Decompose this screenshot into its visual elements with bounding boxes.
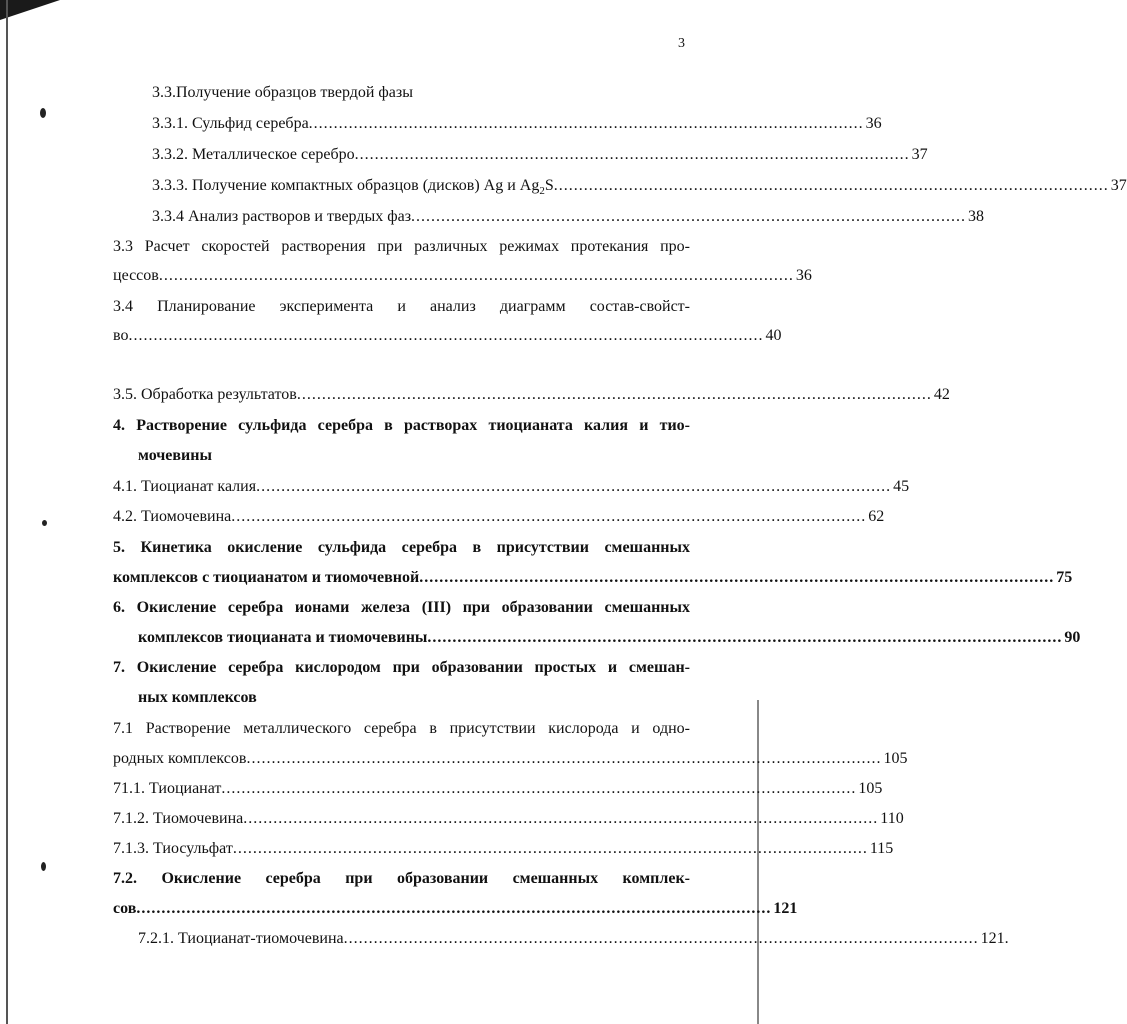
toc-entry-title: комплексов с тиоцианатом и тиомочевной (113, 569, 420, 586)
toc-page-number: 121. (980, 930, 1009, 947)
toc-entry-line: 7.2. Окисление серебра при образовании смешанных комплек- (113, 870, 690, 887)
toc-entry (113, 507, 885, 527)
toc-entry-line: 3.3 Расчет скоростей растворения при различных режимах протекания про- (113, 238, 690, 255)
toc-entry (138, 929, 1009, 949)
toc-entry-title: 4.1. Тиоцианат калия (113, 478, 257, 495)
toc-entry-title: 3.3.1. Сульфид серебра (152, 115, 309, 132)
toc-page-number: 36 (795, 267, 812, 284)
toc-entry-line: ных комплексов (138, 689, 257, 706)
toc-entry-line: 6. Окисление серебра ионами железа (III) при образовании смешанных (113, 599, 690, 616)
toc-leader: ............................................................................................................................... (231, 508, 867, 525)
toc-leader: ............................................................................................................................... (136, 900, 772, 917)
toc-entry-title: сов (113, 900, 137, 917)
toc-entry-title: 71.1. Тиоцианат (113, 780, 222, 797)
toc-entry-title: цессов (113, 267, 159, 284)
toc-leader: ............................................................................................................... (553, 177, 1109, 194)
toc-leader: ............................................................................................................................... (232, 840, 868, 857)
toc-entry-line: 7.1 Растворение металлического серебра в присутствии кислорода и одно- (113, 720, 690, 737)
toc-entry (152, 145, 928, 165)
toc-entry-title: 3.5. Обработка результатов (113, 386, 297, 403)
toc-entry (113, 477, 910, 497)
toc-page-number: 37 (911, 146, 928, 163)
toc-leader: ............................................................................................................... (308, 115, 864, 132)
toc-entry (152, 207, 985, 227)
toc-entry (152, 83, 687, 103)
toc-entry-line: мочевины (138, 447, 212, 464)
toc-page-number: 90 (1064, 629, 1081, 646)
toc-leader: ............................................................................................................................... (243, 810, 879, 827)
toc-entry (138, 628, 1081, 648)
toc-page-number: 42 (933, 386, 950, 403)
toc-leader: ............................................................................................................................... (128, 327, 764, 344)
toc-entry-title: 3.3.2. Металлическое серебро (152, 146, 355, 163)
toc-entry-line: 7. Окисление серебра кислородом при образовании простых и смешан- (113, 659, 690, 676)
toc-entry-title: комплексов тиоцианата и тиомочевины (138, 629, 428, 646)
toc-entry-title: 4.2. Тиомочевина (113, 508, 232, 525)
toc-entry (113, 779, 883, 799)
toc-entry-title: 7.1.2. Тиомочевина (113, 810, 244, 827)
toc-page-number: 105 (858, 780, 883, 797)
toc-leader: ............................................................................................................................... (158, 267, 794, 284)
toc-entry (113, 839, 894, 859)
toc-leader: ............................................................................................................................... (419, 569, 1055, 586)
toc-page-number: 121 (773, 900, 798, 917)
toc-entry-title: 3.3.Получение образцов твердой фазы (152, 84, 413, 101)
toc-page-number: 105 (883, 750, 908, 767)
toc-leader: ............................................................................................................... (411, 208, 967, 225)
toc-entry-title: 7.2.1. Тиоцианат-тиомочевина (138, 930, 344, 947)
toc-leader: ............................................................................................................................... (296, 386, 932, 403)
toc-page-number: 36 (865, 115, 882, 132)
toc-entry-title: во (113, 327, 129, 344)
toc-page-number: 115 (869, 840, 894, 857)
toc-entry (113, 809, 904, 829)
toc-entry (113, 385, 950, 405)
toc-entry-title: родных комплексов (113, 750, 247, 767)
page-number: 3 (678, 36, 685, 51)
toc-page-number: 37 (1110, 177, 1127, 194)
toc-entry (152, 114, 882, 134)
toc-entry (113, 326, 782, 346)
toc-entry (113, 568, 1073, 588)
toc-leader: ............................................................................................................... (354, 146, 910, 163)
toc-entry (113, 749, 908, 769)
toc-entry (113, 266, 812, 286)
toc-entry-title: 3.3.4 Анализ растворов и твердых фаз (152, 208, 412, 225)
toc-page-number: 38 (968, 208, 985, 225)
toc-leader: ............................................................................................................................... (256, 478, 892, 495)
toc-page-number: 45 (893, 478, 910, 495)
toc-entry-title: 7.1.3. Тиосульфат (113, 840, 233, 857)
toc-entry (113, 899, 798, 919)
toc-leader: ............................................................................................................................... (427, 629, 1063, 646)
toc-entry-line: 5. Кинетика окисление сульфида серебра в присутствии смешанных (113, 539, 690, 556)
toc-leader: ............................................................................................................................... (221, 780, 857, 797)
toc-entry-title: 3.3.3. Получение компактных образцов (дисков) Ag и $Ag_2S$ (152, 177, 554, 198)
toc-entry-line: 3.4 Планирование эксперимента и анализ диаграмм состав-свойст- (113, 298, 690, 315)
toc-page-number: 62 (868, 508, 885, 525)
toc-page-number: 110 (880, 810, 904, 827)
toc-entry (152, 176, 1127, 201)
toc-page-number: 75 (1056, 569, 1073, 586)
toc-leader: ............................................................................................................................... (343, 930, 979, 947)
toc-page-number: 40 (765, 327, 782, 344)
toc-leader: ............................................................................................................................... (246, 750, 882, 767)
toc-entry-line: 4. Растворение сульфида серебра в растворах тиоцианата калия и тио- (113, 417, 690, 434)
